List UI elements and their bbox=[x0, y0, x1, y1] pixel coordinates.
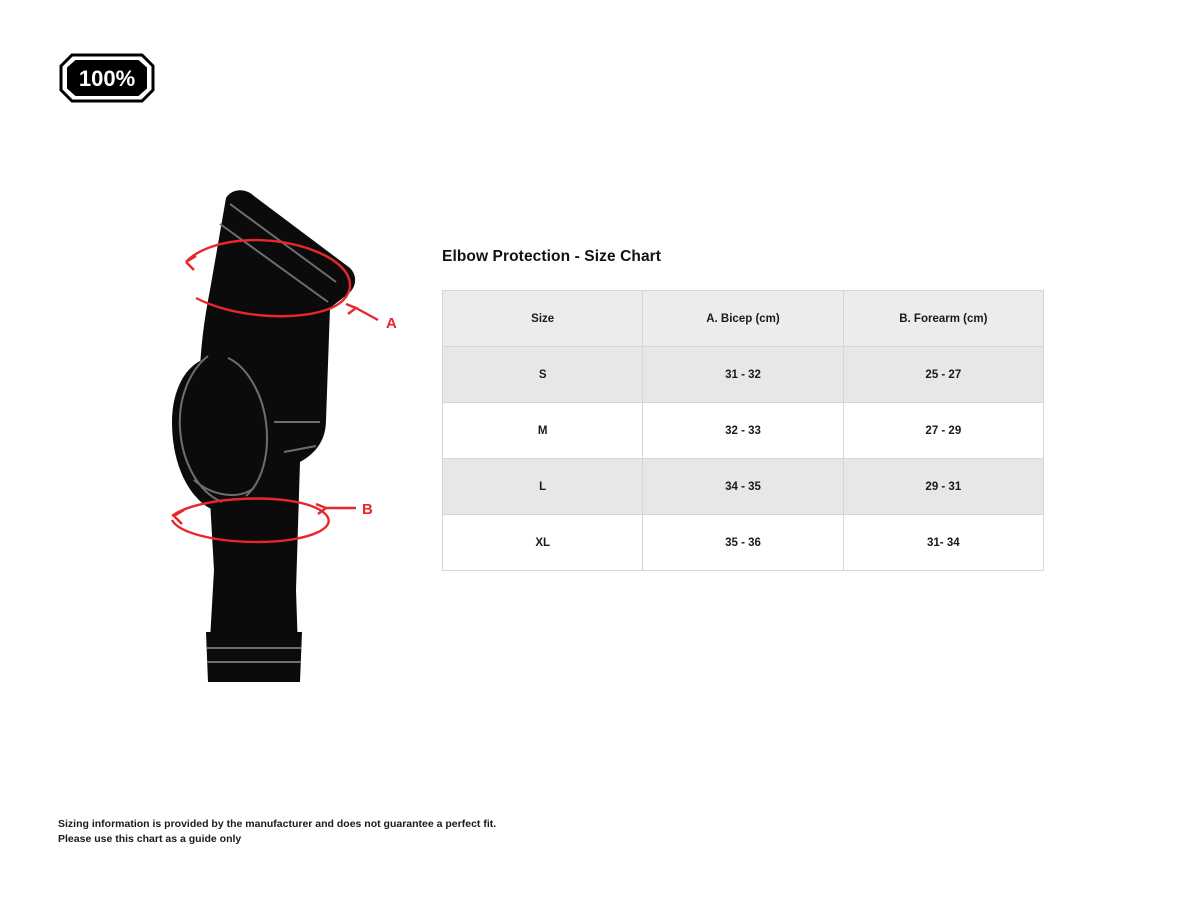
cell-size: L bbox=[443, 459, 643, 515]
disclaimer-line-2: Please use this chart as a guide only bbox=[58, 833, 242, 846]
label-b: B bbox=[362, 501, 373, 518]
cell-forearm: 31- 34 bbox=[843, 515, 1043, 571]
cell-size: M bbox=[443, 403, 643, 459]
disclaimer bbox=[58, 817, 658, 847]
page-title: Elbow Protection - Size Chart bbox=[442, 248, 662, 265]
cell-bicep: 32 - 33 bbox=[643, 403, 843, 459]
table-row bbox=[443, 459, 1044, 515]
column-header-bicep: A. Bicep (cm) bbox=[643, 291, 843, 347]
hundred-percent-logo bbox=[58, 52, 156, 104]
size-chart-table bbox=[442, 290, 1044, 571]
table-row bbox=[443, 515, 1044, 571]
cell-bicep: 34 - 35 bbox=[643, 459, 843, 515]
elbow-guard-illustration bbox=[150, 170, 430, 710]
cell-size: XL bbox=[443, 515, 643, 571]
logo-text: 100% bbox=[78, 66, 136, 91]
column-header-forearm: B. Forearm (cm) bbox=[843, 291, 1043, 347]
label-a: A bbox=[386, 315, 397, 332]
disclaimer-line-1: Sizing information is provided by the manufacturer and does not guarantee a perfect fit. bbox=[58, 818, 497, 830]
table-header-row bbox=[443, 291, 1044, 347]
cell-forearm: 29 - 31 bbox=[843, 459, 1043, 515]
cell-bicep: 31 - 32 bbox=[643, 347, 843, 403]
cell-forearm: 27 - 29 bbox=[843, 403, 1043, 459]
cell-bicep: 35 - 36 bbox=[643, 515, 843, 571]
cell-size: S bbox=[443, 347, 643, 403]
table-row bbox=[443, 347, 1044, 403]
column-header-size: Size bbox=[443, 291, 643, 347]
table-row bbox=[443, 403, 1044, 459]
cell-forearm: 25 - 27 bbox=[843, 347, 1043, 403]
elbow-guard-shape bbox=[172, 190, 355, 682]
size-chart-block bbox=[442, 248, 1044, 571]
